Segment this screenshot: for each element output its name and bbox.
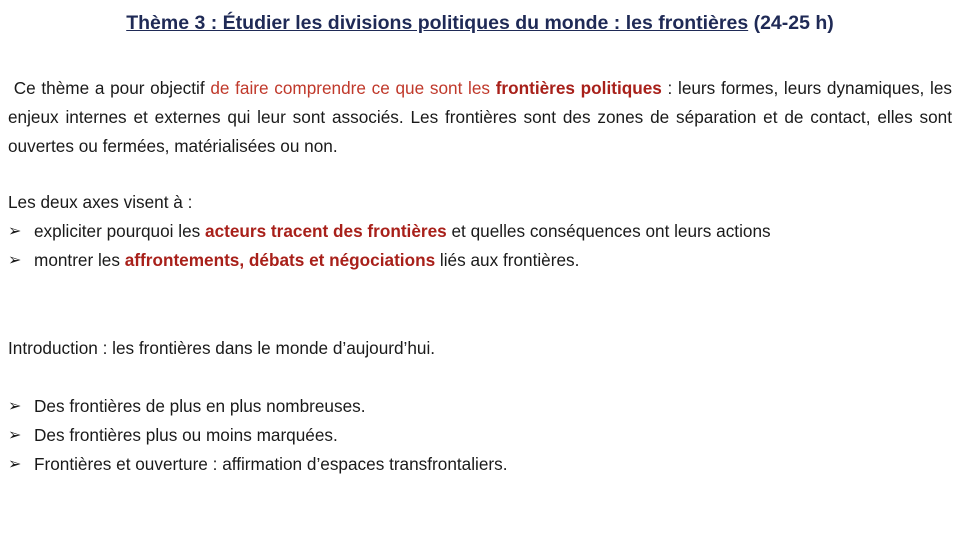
introduction-heading: Introduction : les frontières dans le monde d’aujourd’hui. (8, 338, 436, 358)
axes-item2-c: liés aux frontières. (435, 250, 580, 270)
intro-highlight: frontières politiques (495, 78, 662, 98)
axes-list (8, 217, 952, 275)
intro-paragraph (8, 74, 952, 161)
axes-item1-a: expliciter pourquoi les (34, 221, 206, 241)
arrow-bullet-icon: ➢ (8, 456, 22, 473)
list-item (8, 392, 952, 421)
axes-heading: Les deux axes visent à : (8, 192, 193, 212)
list-item (8, 421, 952, 450)
introduction-item-3: Frontières et ouverture : affirmation d’espaces transfrontaliers. (34, 454, 508, 474)
introduction-item-2: Des frontières plus ou moins marquées. (34, 425, 338, 445)
introduction-section (8, 392, 952, 479)
title-hours: (24-25 h) (748, 12, 834, 34)
intro-text-2: de faire comprendre ce que sont les (210, 78, 496, 98)
arrow-bullet-icon: ➢ (8, 398, 22, 415)
arrow-bullet-icon: ➢ (8, 223, 22, 240)
arrow-bullet-icon: ➢ (8, 427, 22, 444)
intro-text-4: : leurs formes, leurs dynamiques, les enjeux internes et externes qui leur sont associés. Les frontières sont des zones de séparation et de contact, elles sont ouvertes ou fermées, matérialisées ou non. (8, 78, 952, 156)
page-title (0, 12, 960, 35)
axes-item2-a: montrer les (34, 250, 125, 270)
intro-text-1: Ce thème a pour objectif (13, 78, 211, 98)
axes-section (8, 188, 952, 275)
arrow-bullet-icon: ➢ (8, 252, 22, 269)
list-item (8, 246, 952, 275)
list-item (8, 450, 952, 479)
axes-item2-b: affrontements, débats et négociations (124, 250, 436, 270)
introduction-list (8, 392, 952, 479)
list-item (8, 217, 952, 246)
axes-item1-b: acteurs tracent des frontières (205, 221, 447, 241)
axes-item1-c: et quelles conséquences ont leurs actions (446, 221, 771, 241)
introduction-item-1: Des frontières de plus en plus nombreuses. (34, 396, 366, 416)
title-main: Thème 3 : Étudier les divisions politiques du monde : les frontières (126, 12, 749, 34)
